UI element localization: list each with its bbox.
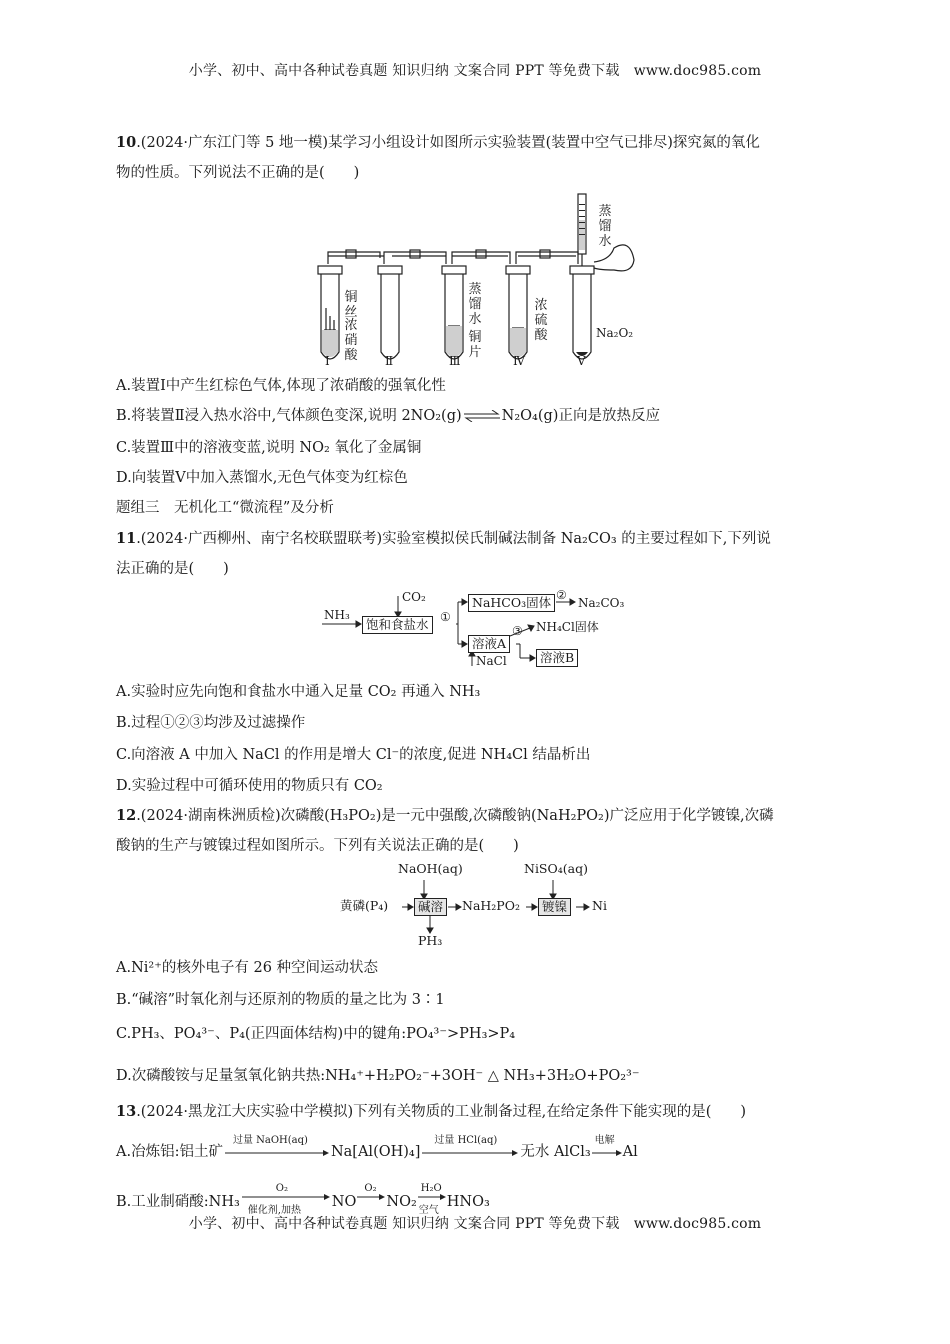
flow-na2co3: Na₂CO₃ (578, 596, 625, 610)
stopper-5 (570, 266, 594, 274)
q13-b-end: HNO₃ (446, 1194, 490, 1210)
q10-option-c: C.装置Ⅲ中的溶液变蓝,说明 NO₂ 氧化了金属铜 (116, 440, 422, 456)
stopper-4 (506, 266, 530, 274)
flow-solution-b-box: 溶液B (536, 649, 578, 667)
label-copper-sheet: 铜片 (468, 330, 482, 360)
label-na2o2: Na₂O₂ (596, 326, 634, 340)
q10-option-a: A.装置Ⅰ中产生红棕色气体,体现了浓硝酸的强氧化性 (116, 378, 446, 394)
q11-number: 11 (116, 530, 137, 547)
label-conc-sulfuric: 浓硫酸 (534, 298, 548, 343)
q13-option-a (116, 1135, 638, 1162)
q13-stem-text: .(2024·黑龙江大庆实验中学模拟)下列有关物质的工业制备过程,在给定条件下能实现的是( ) (136, 1104, 747, 1120)
arrow-icon (240, 1193, 332, 1201)
flow-nh3: NH₃ (324, 608, 350, 622)
q13-b-arrow-1-bottom: 催化剂,加热 (247, 1205, 301, 1216)
arrow-icon (356, 1193, 386, 1201)
page-header: 小学、初中、高中各种试卷真题 知识归纳 文案合同 PPT 等免费下载 www.doc985.com (188, 63, 762, 79)
q13-a-mid1: Na[Al(OH)₄] (330, 1144, 421, 1160)
q10-option-b-post: N₂O₄(g)正向是放热反应 (501, 408, 660, 424)
flow-step3: ③ (512, 624, 523, 638)
q11-option-a: A.实验时应先向饱和食盐水中通入足量 CO₂ 再通入 NH₃ (116, 684, 481, 700)
flow-step1: ① (440, 610, 451, 624)
q13-b-arrow-1 (240, 1183, 332, 1216)
flow-nh4cl: NH₄Cl固体 (536, 620, 599, 634)
q12-flow-diagram (338, 860, 628, 952)
label-copper-wire: 铜丝 (344, 290, 358, 320)
page-footer: 小学、初中、高中各种试卷真题 知识归纳 文案合同 PPT 等免费下载 www.doc985.com (188, 1216, 762, 1232)
q13-a-arrow-3 (591, 1135, 623, 1159)
tube-2 (381, 274, 399, 359)
q12-option-c: C.PH₃、PO₄³⁻、P₄(正四面体结构)中的键角:PO₄³⁻>PH₃>P₄ (116, 1026, 516, 1042)
q13-b-prefix: B.工业制硝酸:NH₃ (116, 1194, 240, 1210)
arrow-icon (591, 1149, 623, 1157)
stopper-3 (442, 266, 466, 274)
q13-a-arrow-2 (420, 1135, 520, 1159)
arrow-icon (223, 1149, 331, 1157)
q13-a-arrow-2-label: 过量 HCl(aq) (434, 1135, 498, 1146)
q10-apparatus-diagram (300, 190, 660, 370)
flow-p4: 黄磷(P₄) (340, 898, 389, 913)
group-3-heading: 题组三 无机化工“微流程”及分析 (116, 500, 334, 516)
q10-stem-line2: 物的性质。下列说法不正确的是( ) (116, 165, 360, 181)
q11-option-c: C.向溶液 A 中加入 NaCl 的作用是增大 Cl⁻的浓度,促进 NH₄Cl 结晶析出 (116, 747, 591, 763)
q10-number: 10 (116, 134, 137, 151)
q12-stem-line2: 酸钠的生产与镀镍过程如图所示。下列有关说法正确的是( ) (116, 838, 519, 854)
label-conc-nitric: 浓硝酸 (344, 318, 358, 363)
q13-a-arrow-1-label: 过量 NaOH(aq) (232, 1135, 308, 1146)
q13-number: 13 (116, 1103, 137, 1120)
q13-b-arrow-3-bottom: 空气 (418, 1205, 439, 1216)
q10-stem-line1 (116, 133, 760, 153)
q12-option-b: B.“碱溶”时氧化剂与还原剂的物质的量之比为 3∶1 (116, 992, 445, 1008)
flow-niso4: NiSO₄(aq) (524, 861, 588, 876)
q13-a-arrow-3-label: 电解 (594, 1135, 615, 1146)
q12-stem-line1 (116, 806, 774, 826)
q12-option-d: D.次磷酸铵与足量氢氧化钠共热:NH₄⁺+H₂PO₂⁻+3OH⁻ △ NH₃+3H₂O+PO₂³⁻ (116, 1068, 640, 1084)
q13-b-arrow-2 (356, 1183, 386, 1209)
stopper-1 (318, 266, 342, 274)
flow-ph3: PH₃ (418, 933, 443, 948)
q10-option-b (116, 406, 660, 426)
stopper-2 (378, 266, 402, 274)
q12-option-a: A.Ni²⁺的核外电子有 26 种空间运动状态 (116, 960, 379, 976)
q13-b-mid1: NO (331, 1194, 357, 1210)
flow-nah2po2: NaH₂PO₂ (462, 898, 520, 913)
joint (346, 250, 356, 258)
q13-b-arrow-2-top: O₂ (364, 1183, 377, 1194)
joint (410, 250, 420, 258)
q11-stem-line1 (116, 529, 771, 549)
joint (476, 250, 486, 258)
arrow-icon (420, 1149, 520, 1157)
q11-option-d: D.实验过程中可循环使用的物质只有 CO₂ (116, 778, 383, 794)
tube-5 (573, 274, 591, 359)
flow-solution-a-box: 溶液A (468, 635, 510, 653)
joint (540, 250, 550, 258)
q13-b-arrow-3 (417, 1183, 447, 1216)
q10-option-d: D.向装置Ⅴ中加入蒸馏水,无色气体变为红棕色 (116, 470, 408, 486)
tube-label-3: Ⅲ (449, 354, 461, 368)
q11-flow-diagram (320, 588, 640, 668)
q13-a-end: Al (622, 1144, 638, 1160)
flow-brine-box: 饱和食盐水 (362, 616, 433, 634)
tube-label-2: Ⅱ (385, 354, 394, 368)
arrow-icon (417, 1193, 447, 1201)
flow-naoh: NaOH(aq) (398, 861, 463, 876)
flow-plating-box: 镀镍 (538, 898, 571, 916)
flow-co2: CO₂ (402, 590, 426, 604)
q13-a-arrow-1 (223, 1135, 331, 1159)
q12-stem-text: .(2024·湖南株洲质检)次磷酸(H₃PO₂)是一元中强酸,次磷酸钠(NaH₂PO₂)广泛应用于化学镀镍,次磷 (136, 808, 774, 824)
q11-stem-line2: 法正确的是( ) (116, 561, 229, 577)
flow-ni: Ni (592, 898, 607, 913)
q12-number: 12 (116, 807, 137, 824)
flow-nahco3-box: NaHCO₃固体 (468, 594, 555, 612)
flow-nacl: NaCl (476, 654, 507, 668)
q10-option-b-pre: B.将装置Ⅱ浸入热水浴中,气体颜色变深,说明 2NO₂(g) (116, 408, 462, 424)
q11-stem-text: .(2024·广西柳州、南宁名校联盟联考)实验室模拟侯氏制碱法制备 Na₂CO₃ 的主要过程如下,下列说 (136, 531, 771, 547)
label-water-3: 蒸馏水 (468, 282, 482, 327)
equilibrium-arrow-icon (462, 410, 502, 422)
q10-stem-text: .(2024·广东江门等 5 地一模)某学习小组设计如图所示实验装置(装置中空气已排尽)探究氮的氧化 (136, 135, 760, 151)
q13-a-mid2: 无水 AlCl₃ (520, 1144, 591, 1160)
flow-dissolve-box: 碱溶 (414, 898, 447, 916)
tube-label-1: Ⅰ (325, 354, 330, 368)
tube-label-5: Ⅴ (577, 354, 586, 368)
q13-stem (116, 1102, 746, 1122)
q13-b-arrow-1-top: O₂ (275, 1183, 289, 1194)
tube-label-4: Ⅳ (513, 354, 525, 368)
q13-b-mid2: NO₂ (386, 1194, 417, 1210)
q13-b-arrow-3-top: H₂O (420, 1183, 442, 1194)
q13-a-prefix: A.冶炼铝:铝土矿 (116, 1144, 223, 1160)
label-distilled-water-top: 蒸馏水 (598, 204, 612, 249)
q13-option-b (116, 1183, 490, 1216)
q11-option-b: B.过程①②③均涉及过滤操作 (116, 715, 306, 731)
flow-step2: ② (556, 588, 567, 602)
